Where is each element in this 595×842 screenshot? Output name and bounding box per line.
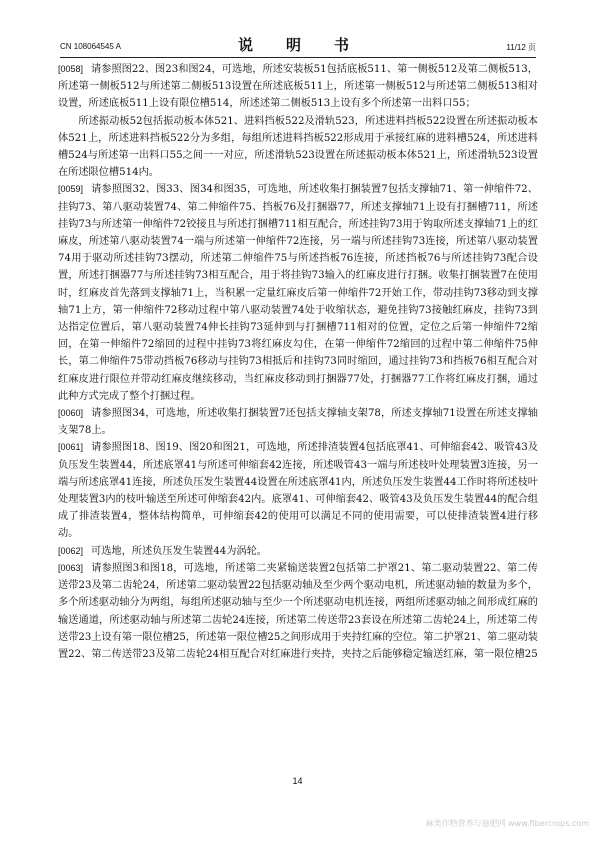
document-title: 说 明 书 bbox=[237, 36, 358, 54]
paragraph-text: 请参照图34，可选地，所述收集打捆装置7还包括支撑轴支架78，所述支撑轴71设置在所述支撑轴支架78上。 bbox=[58, 408, 538, 437]
paragraph-text: 请参照图32、图33、图34和图35，可选地，所述收集打捆装置7包括支撑轴71、第一伸缩件72、挂钩73、第八驱动装置74、第二伸缩件75、挡板76及打捆器77，所述支撑轴71上设有打捆槽711，所述挂钩73与所述第一伸缩件72铰接且与所述打捆槽711相互配合，所述挂钩73用于钩取所述支撑轴71上的红麻皮，所述第八驱动装置74一端与所述第一伸缩件72连接，另一端与所述挂钩73连接，所述第八驱动装置74用于驱动所述挂钩73摆动，所述第二伸缩件75与所述挡板76连接，所述挡板76与所述挂钩73配合设置，所述打捆器77与所述挂钩73相互配合，用于将挂钩73输入的红麻皮进行打捆。收集打捆装置7在使用时，红麻皮首先落到支撑轴71上，当积累一定量红麻皮后第一伸缩件72开始工作，带动挂钩73移动到支撑轴71上方，第一伸缩件72移动过程中第八驱动装置74处于收缩状态，避免挂钩73接触红麻皮，挂钩73到达指定位置后，第八驱动装置74伸长挂钩73延伸到与打捆槽711相对的位置，定位之后第一伸缩件72缩回，在第一伸缩件72缩回的过程中挂钩73将红麻皮勾住，在第一伸缩件72缩回的过程中第二伸缩件75伸长，第二伸缩件75带动挡板76移动与挂钩73相抵后和挂钩73同时缩回，通过挂钩73和挡板76相互配合对红麻皮进行限位并带动红麻皮继续移动，当红麻皮移动到打捆器77处，打捆器77工作将红麻皮打捆，通过此种方式完成了整个打捆过程。 bbox=[58, 184, 538, 402]
page-header bbox=[60, 33, 536, 59]
paragraph-number: [0059] bbox=[58, 184, 84, 195]
paragraph-number: [0063] bbox=[58, 562, 84, 573]
document-body bbox=[58, 61, 538, 663]
paragraph-0061 bbox=[58, 439, 538, 542]
header-rule bbox=[60, 57, 536, 58]
paragraph-0059 bbox=[58, 181, 538, 405]
paragraph-text: 请参照图22、图23和图24，可选地，所述安装板51包括底板511、第一侧板512及第二侧板513，所述第一侧板512与所述第二侧板513设置在所述底板511上，所述第一侧板512与所述第二侧板513相对设置，所述底板511上设有限位槽514，所述述第二侧板513上设有多个所述第一出料口55； bbox=[58, 64, 538, 110]
paragraph-number: [0058] bbox=[58, 64, 84, 74]
paragraph-0063 bbox=[58, 560, 538, 663]
page-number: 14 bbox=[292, 776, 303, 786]
paragraph-text: 请参照图18、图19、图20和图21，可选地，所述排渣装置4包括底罩41、可伸缩套42、吸管43及负压发生装置44，所述底罩41与所述可伸缩套42连接，所述吸管43一端与所述枝叶处理装置3连接，另一端与所述底罩41连接，所述负压发生装置44设置在所述底罩41内，所述负压发生装置44工作时将所述枝叶处理装置3内的枝叶输送至所述可伸缩套42内。底罩41、可伸缩套42、吸管43及负压发生装置44的配合组成了排渣装置4，整体结构简单，可伸缩套42的使用可以满足不同的使用需要，可以使排渣装置4进行移动。 bbox=[58, 442, 538, 540]
watermark: 麻类作物营养与施肥网 www.fibercrops.com bbox=[425, 819, 589, 828]
paragraph-text: 可选地，所述负压发生装置44为涡轮。 bbox=[91, 545, 267, 557]
paragraph-number: [0062] bbox=[58, 545, 84, 556]
paragraph-text: 所述振动板52包括振动板本体521、进料挡板522及滑轨523，所述进料挡板522设置在所述振动板本体521上，所述进料挡板522分为多组，每组所述进料挡板522形成用于承接红麻的进料槽524，所述进料槽524与所述第一出料口55之间一一对应，所述滑轨523设置在所述振动板本体521上，所述滑轨523设置在所述限位槽514内。 bbox=[58, 115, 538, 179]
paragraph-continuation bbox=[58, 113, 538, 182]
paragraph-text: 请参照图3和图18，可选地，所述第二夹紧输送装置2包括第二护罩21、第二驱动装置22、第二传送带23及第二齿轮24，所述第二驱动装置22包括驱动轴及至少两个驱动电机，所述驱动轴的数量为多个，多个所述驱动轴分为两组，每组所述驱动轴与至少一个所述驱动电机连接，两组所述驱动轴之间形成红麻的输送通道，所述驱动轴与所述第二齿轮24连接，所述第二传送带23套设在所述第二齿轮24上，所述第二传送带23上设有第一限位槽25，所述第一限位槽25之间形成用于夹持红麻的空位。第二护罩21、第二驱动装置22、第二传送带23及第二齿轮24相互配合对红麻进行夹持，夹持之后能够稳定输送红麻，第一限位槽25 bbox=[58, 562, 538, 660]
paragraph-0058 bbox=[58, 61, 538, 113]
paragraph-0060 bbox=[58, 405, 538, 439]
page-count: 11/12 页 bbox=[506, 43, 536, 52]
paragraph-0062 bbox=[58, 543, 538, 560]
patent-number: CN 108064545 A bbox=[60, 42, 121, 51]
paragraph-number: [0061] bbox=[58, 442, 84, 453]
paragraph-number: [0060] bbox=[58, 408, 84, 419]
